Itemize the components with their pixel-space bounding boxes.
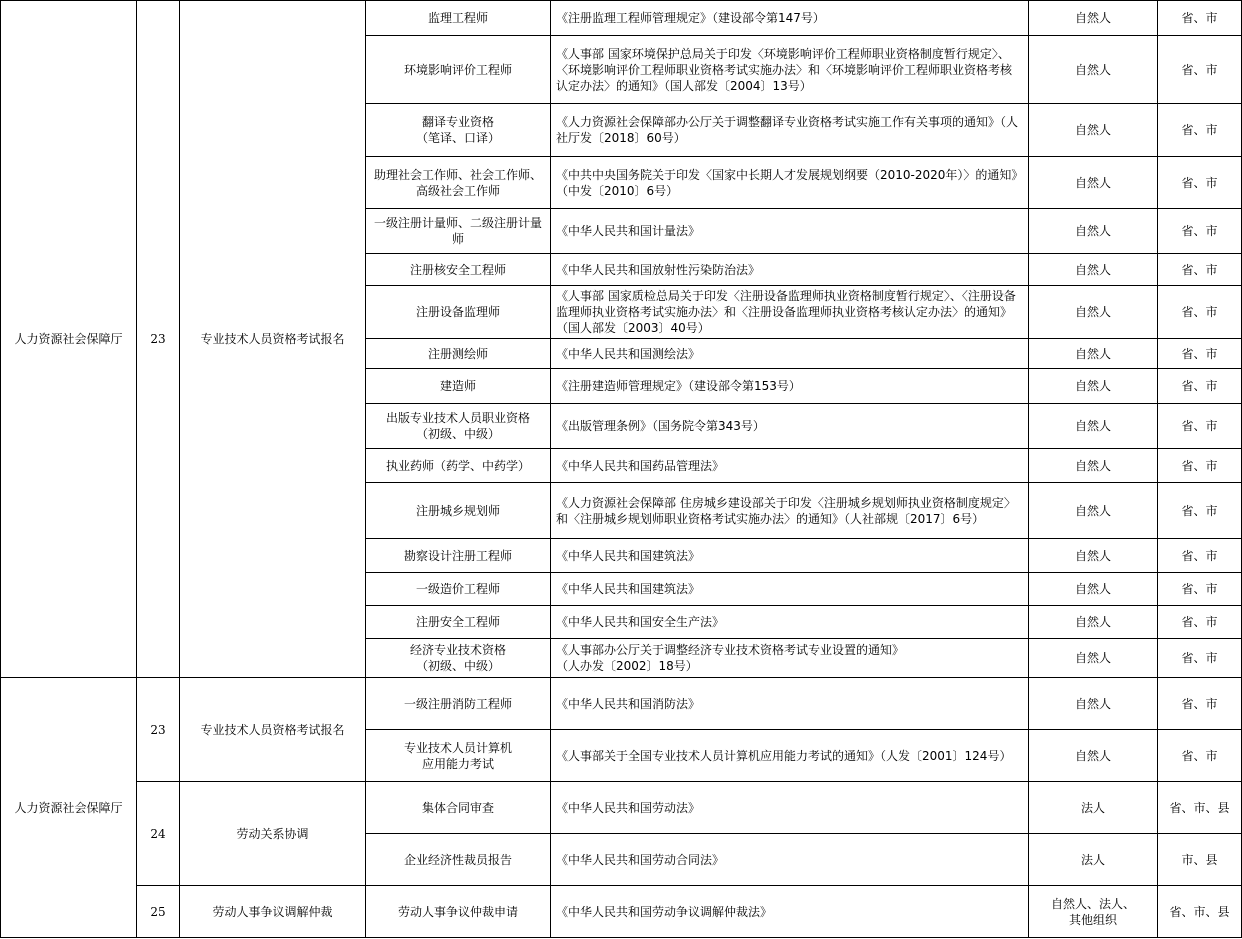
subject-cell: 自然人 [1029, 369, 1158, 404]
sub-item-cell: 经济专业技术资格 （初级、中级） [366, 639, 551, 678]
legal-basis-cell: 《中华人民共和国劳动法》 [551, 782, 1029, 834]
legal-basis-cell: 《中华人民共和国劳动争议调解仲裁法》 [551, 886, 1029, 938]
subject-cell: 自然人 [1029, 639, 1158, 678]
level-cell: 省、市 [1158, 404, 1242, 449]
subject-cell: 自然人 [1029, 36, 1158, 104]
legal-basis-cell: 《中华人民共和国放射性污染防治法》 [551, 254, 1029, 286]
legal-basis-cell: 《中华人民共和国建筑法》 [551, 539, 1029, 573]
matter-cell: 劳动人事争议调解仲裁 [180, 886, 366, 938]
level-cell: 省、市 [1158, 573, 1242, 606]
subject-cell: 法人 [1029, 834, 1158, 886]
item-number-cell: 23 [137, 678, 180, 782]
level-cell: 省、市 [1158, 339, 1242, 369]
matter-cell: 专业技术人员资格考试报名 [180, 1, 366, 678]
legal-basis-cell: 《中共中央国务院关于印发〈国家中长期人才发展规划纲要（2010-2020年）〉的通知》（中发〔2010〕6号） [551, 157, 1029, 209]
table-row [1, 886, 1242, 938]
level-cell: 省、市、县 [1158, 782, 1242, 834]
subject-cell: 自然人 [1029, 678, 1158, 730]
sub-item-cell: 注册测绘师 [366, 339, 551, 369]
table-row [1, 782, 1242, 834]
subject-cell: 自然人 [1029, 730, 1158, 782]
subject-cell: 自然人 [1029, 339, 1158, 369]
sub-item-cell: 注册设备监理师 [366, 286, 551, 339]
subject-cell: 自然人 [1029, 254, 1158, 286]
sub-item-cell: 翻译专业资格 （笔译、口译） [366, 104, 551, 157]
subject-cell: 自然人 [1029, 404, 1158, 449]
sub-item-cell: 建造师 [366, 369, 551, 404]
level-cell: 省、市 [1158, 606, 1242, 639]
subject-cell: 自然人 [1029, 573, 1158, 606]
legal-basis-cell: 《出版管理条例》（国务院令第343号） [551, 404, 1029, 449]
legal-basis-cell: 《中华人民共和国安全生产法》 [551, 606, 1029, 639]
sub-item-cell: 注册核安全工程师 [366, 254, 551, 286]
level-cell: 省、市 [1158, 254, 1242, 286]
level-cell: 省、市 [1158, 157, 1242, 209]
legal-basis-cell: 《人事部关于全国专业技术人员计算机应用能力考试的通知》（人发〔2001〕124号） [551, 730, 1029, 782]
legal-basis-cell: 《人力资源社会保障部 住房城乡建设部关于印发〈注册城乡规划师执业资格制度规定〉和〈注册城乡规划师职业资格考试实施办法〉的通知》（人社部规〔2017〕6号） [551, 483, 1029, 539]
sub-item-cell: 环境影响评价工程师 [366, 36, 551, 104]
subject-cell: 自然人 [1029, 286, 1158, 339]
legal-basis-cell: 《人力资源社会保障部办公厅关于调整翻译专业资格考试实施工作有关事项的通知》（人社厅发〔2018〕60号） [551, 104, 1029, 157]
sub-item-cell: 助理社会工作师、社会工作师、高级社会工作师 [366, 157, 551, 209]
subject-cell: 法人 [1029, 782, 1158, 834]
level-cell: 省、市 [1158, 286, 1242, 339]
level-cell: 省、市 [1158, 449, 1242, 483]
level-cell: 市、县 [1158, 834, 1242, 886]
sub-item-cell: 一级注册消防工程师 [366, 678, 551, 730]
sub-item-cell: 注册城乡规划师 [366, 483, 551, 539]
table-row [1, 678, 1242, 730]
legal-basis-cell: 《人事部 国家环境保护总局关于印发〈环境影响评价工程师职业资格制度暂行规定〉、〈环境影响评价工程师职业资格考试实施办法〉和〈环境影响评价工程师职业资格考核认定办法〉的通知》（国人部发〔2004〕13号） [551, 36, 1029, 104]
legal-basis-cell: 《中华人民共和国测绘法》 [551, 339, 1029, 369]
sub-item-cell: 企业经济性裁员报告 [366, 834, 551, 886]
department-cell: 人力资源社会保障厅 [1, 678, 137, 938]
subject-cell: 自然人、法人、 其他组织 [1029, 886, 1158, 938]
legal-basis-cell: 《中华人民共和国建筑法》 [551, 573, 1029, 606]
legal-basis-cell: 《中华人民共和国药品管理法》 [551, 449, 1029, 483]
item-number-cell: 24 [137, 782, 180, 886]
sub-item-cell: 专业技术人员计算机 应用能力考试 [366, 730, 551, 782]
matter-cell: 劳动关系协调 [180, 782, 366, 886]
subject-cell: 自然人 [1029, 209, 1158, 254]
level-cell: 省、市 [1158, 639, 1242, 678]
sub-item-cell: 勘察设计注册工程师 [366, 539, 551, 573]
subject-cell: 自然人 [1029, 539, 1158, 573]
level-cell: 省、市 [1158, 36, 1242, 104]
level-cell: 省、市 [1158, 369, 1242, 404]
sub-item-cell: 一级造价工程师 [366, 573, 551, 606]
subject-cell: 自然人 [1029, 157, 1158, 209]
subject-cell: 自然人 [1029, 449, 1158, 483]
legal-basis-cell: 《注册监理工程师管理规定》（建设部令第147号） [551, 1, 1029, 36]
subject-cell: 自然人 [1029, 1, 1158, 36]
sub-item-cell: 劳动人事争议仲裁申请 [366, 886, 551, 938]
table-row [1, 1, 1242, 36]
legal-basis-cell: 《人事部 国家质检总局关于印发〈注册设备监理师执业资格制度暂行规定〉、〈注册设备监理师执业资格考试实施办法〉和〈注册设备监理师执业资格考核认定办法〉的通知》（国人部发〔2003〕40号） [551, 286, 1029, 339]
legal-basis-cell: 《中华人民共和国计量法》 [551, 209, 1029, 254]
legal-basis-cell: 《中华人民共和国劳动合同法》 [551, 834, 1029, 886]
level-cell: 省、市 [1158, 730, 1242, 782]
matter-cell: 专业技术人员资格考试报名 [180, 678, 366, 782]
level-cell: 省、市 [1158, 209, 1242, 254]
level-cell: 省、市 [1158, 678, 1242, 730]
sub-item-cell: 出版专业技术人员职业资格 （初级、中级） [366, 404, 551, 449]
subject-cell: 自然人 [1029, 483, 1158, 539]
item-number-cell: 25 [137, 886, 180, 938]
level-cell: 省、市、县 [1158, 886, 1242, 938]
level-cell: 省、市 [1158, 1, 1242, 36]
sub-item-cell: 一级注册计量师、二级注册计量师 [366, 209, 551, 254]
sub-item-cell: 集体合同审查 [366, 782, 551, 834]
subject-cell: 自然人 [1029, 104, 1158, 157]
legal-basis-cell: 《中华人民共和国消防法》 [551, 678, 1029, 730]
subject-cell: 自然人 [1029, 606, 1158, 639]
level-cell: 省、市 [1158, 483, 1242, 539]
item-number-cell: 23 [137, 1, 180, 678]
sub-item-cell: 执业药师（药学、中药学） [366, 449, 551, 483]
legal-basis-cell: 《注册建造师管理规定》（建设部令第153号） [551, 369, 1029, 404]
level-cell: 省、市 [1158, 539, 1242, 573]
legal-basis-cell: 《人事部办公厅关于调整经济专业技术资格考试专业设置的通知》 （人办发〔2002〕18号） [551, 639, 1029, 678]
sub-item-cell: 注册安全工程师 [366, 606, 551, 639]
sub-item-cell: 监理工程师 [366, 1, 551, 36]
level-cell: 省、市 [1158, 104, 1242, 157]
department-cell: 人力资源社会保障厅 [1, 1, 137, 678]
